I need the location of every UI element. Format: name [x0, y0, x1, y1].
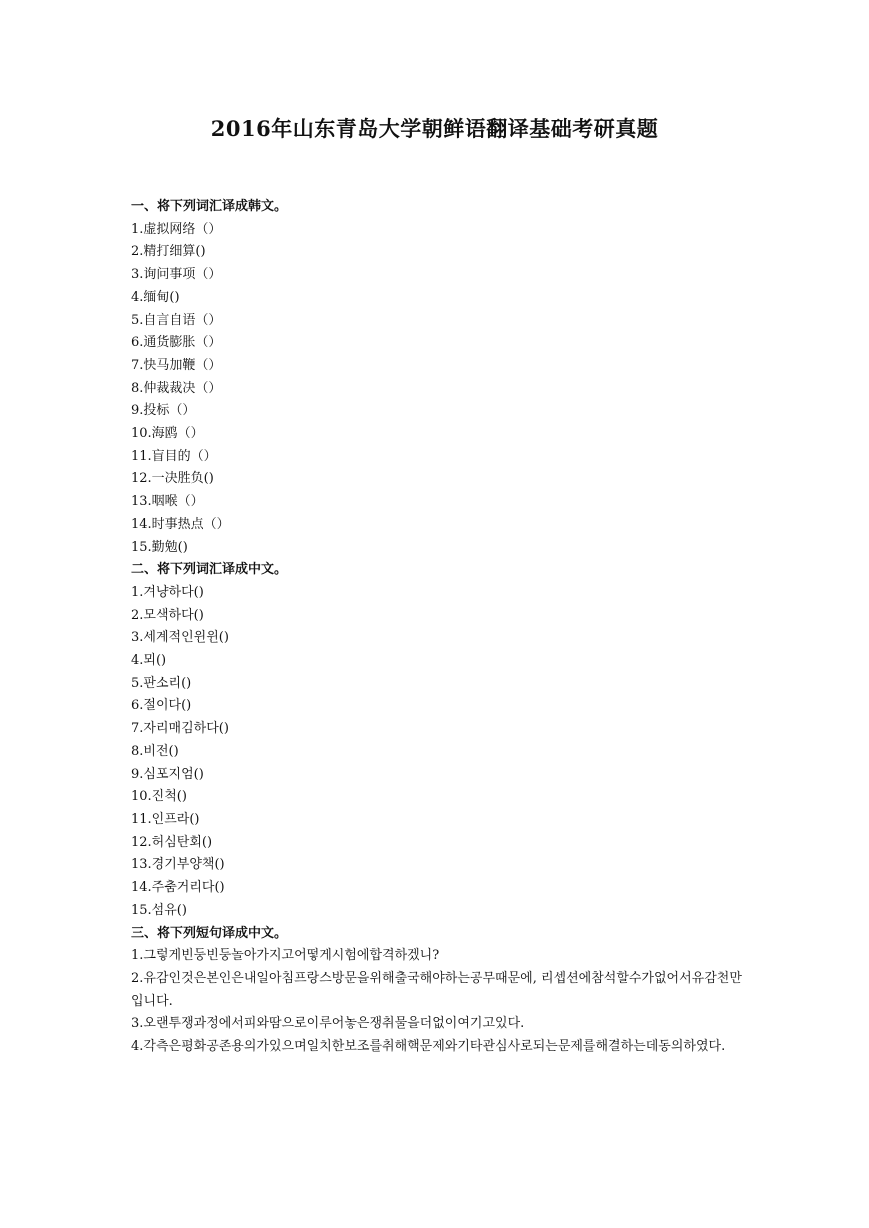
list-item: 11.盲目的（） — [131, 448, 217, 464]
list-item: 9.심포지엄() — [131, 766, 204, 782]
list-item: 11.인프라() — [131, 811, 200, 827]
sentence-item: 4.각측은평화공존용의가있으며일치한보조를취해핵문제와기타관심사로되는문제를해결하는데동의하였다. — [131, 1039, 726, 1055]
list-item: 7.자리매김하다() — [131, 721, 229, 737]
list-item: 15.섬유() — [131, 902, 187, 918]
list-item: 10.진척() — [131, 789, 187, 805]
list-item: 6.通货膨胀（） — [131, 335, 222, 351]
sentence-item: 1.그렇게빈둥빈둥놀아가지고어떻게시험에합격하겠니? — [131, 948, 440, 964]
page-title: 2016年山东青岛大学朝鲜语翻译基础考研真题 — [210, 116, 659, 141]
document-body — [131, 196, 751, 1059]
list-item: 12.허심탄회() — [131, 834, 213, 850]
list-item: 3.세계적인윈윈() — [131, 630, 229, 646]
section-1-heading: 一、将下列词汇译成韩文。 — [131, 199, 288, 214]
section-3-heading: 三、将下列短句译成中文。 — [131, 925, 288, 941]
section-2-heading: 二、将下列词汇译成中文。 — [131, 562, 288, 578]
list-item: 14.주춤거리다() — [131, 880, 225, 896]
list-item: 8.仲裁裁决（） — [131, 380, 222, 396]
list-item: 6.절이다() — [131, 698, 192, 714]
list-item: 1.虚拟网络（） — [131, 221, 222, 237]
list-item: 3.询问事项（） — [131, 267, 222, 283]
sentence-item: 2.유감인것은본인은내일아침프랑스방문을위해출국해야하는공무때문에, 리셉션에참석할수가없어서유감천만입니다. — [131, 970, 742, 1009]
list-item: 13.咽喉（） — [131, 494, 204, 510]
list-item: 4.뫼() — [131, 653, 167, 669]
list-item: 2.모색하다() — [131, 607, 204, 623]
list-item: 9.投标（） — [131, 403, 196, 419]
list-item: 4.缅甸() — [131, 289, 180, 305]
list-item: 14.时事热点（） — [131, 516, 230, 532]
sentence-item: 3.오랜투쟁과정에서피와땀으로이루어놓은쟁취물을더없이여기고있다. — [131, 1016, 525, 1032]
list-item: 10.海鸥（） — [131, 426, 204, 442]
list-item: 15.勤勉() — [131, 539, 188, 555]
list-item: 5.自言自语（） — [131, 312, 222, 328]
list-item: 5.판소리() — [131, 675, 192, 691]
list-item: 1.겨냥하다() — [131, 584, 204, 600]
list-item: 7.快马加鞭（） — [131, 357, 222, 373]
list-item: 2.精打细算() — [131, 244, 206, 260]
list-item: 13.경기부양책() — [131, 857, 225, 873]
list-item: 12.一决胜负() — [131, 471, 214, 487]
list-item: 8.비전() — [131, 743, 179, 759]
